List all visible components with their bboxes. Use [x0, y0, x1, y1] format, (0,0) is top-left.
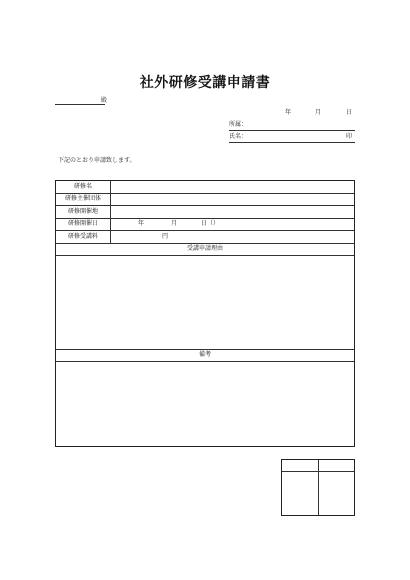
fee-unit: 円 — [162, 233, 169, 240]
stamp-divider-vertical — [318, 460, 319, 515]
document-title: 社外研修受講申請書 — [139, 75, 271, 91]
row-label-venue: 研修開催地 — [67, 208, 98, 215]
course-date-day: 日（） — [201, 220, 220, 227]
label-column-divider — [110, 181, 111, 243]
course-date-month: 月 — [171, 220, 178, 227]
name-line — [229, 142, 355, 143]
row-divider — [56, 361, 354, 362]
course-date-year: 年 — [138, 220, 145, 227]
date-year: 年 — [285, 109, 292, 116]
notes-header: 備考 — [198, 351, 211, 358]
row-label-organizer: 研修主催団体 — [64, 195, 101, 202]
intro-text: 下記のとおり申請致します。 — [58, 157, 136, 164]
reason-header: 受講申請理由 — [186, 245, 223, 252]
row-label-date: 研修開催日 — [67, 220, 98, 227]
name-label: 氏名： — [229, 133, 248, 140]
date-day: 日 — [346, 109, 353, 116]
row-divider — [56, 205, 354, 206]
row-label-course-name: 研修名 — [73, 183, 92, 190]
date-month: 月 — [315, 109, 322, 116]
row-label-fee: 研修受講料 — [67, 233, 98, 240]
row-divider — [56, 255, 354, 256]
addressee-suffix: 殿 — [101, 97, 108, 104]
row-divider — [56, 230, 354, 231]
approval-stamp-box — [281, 459, 355, 516]
addressee-line — [55, 104, 105, 105]
affiliation-line — [229, 130, 355, 131]
seal-label: 印 — [346, 133, 353, 140]
stamp-divider-horizontal — [282, 471, 354, 472]
application-table — [55, 180, 355, 447]
affiliation-label: 所属： — [229, 121, 248, 128]
